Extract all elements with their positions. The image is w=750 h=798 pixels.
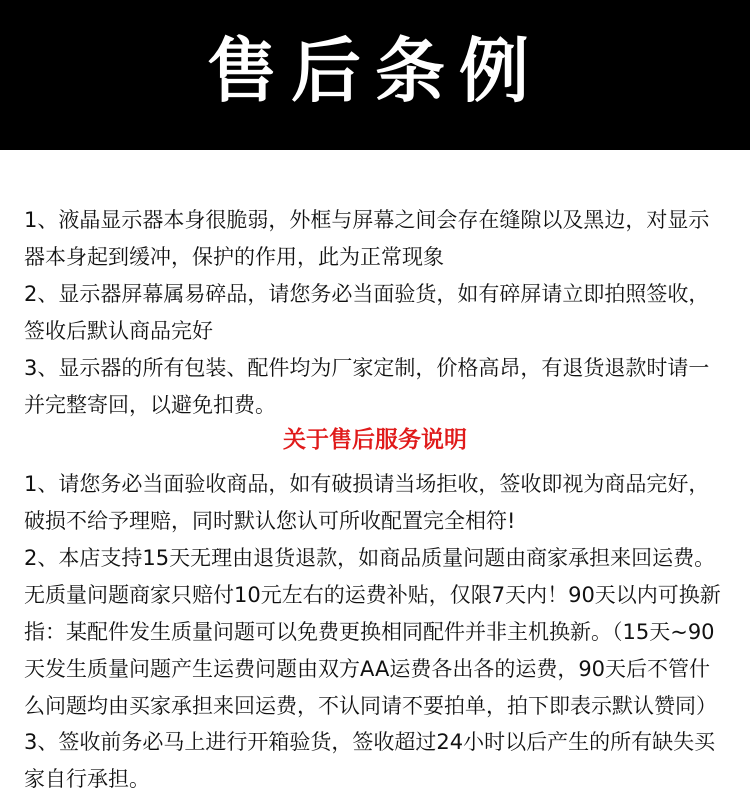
page-header <box>0 0 750 150</box>
service-section-title: 关于售后服务说明 <box>283 427 467 453</box>
service-item-3: 3、签收前务必马上进行开箱验货，签收超过24小时以后产生的所有缺失买家自行承担。 <box>24 730 716 791</box>
service-item-2: 2、本店支持15天无理由退货退款，如商品质量问题由商家承担来回运费。无质量问题商家只赔付10元左右的运费补贴，仅限7天内！90天以内可换新指：某配件发生质量问题可以免费更换相同配件并非主机换新。（15天~90天发生质量问题产生运费问题由双方AA运费各出各的运费，90天后不管什么问题均由买家承担来回运费，不认同请不要拍单，拍下即表示默认赞同） <box>24 546 721 718</box>
service-item-1: 1、请您务必当面验收商品，如有破损请当场拒收，签收即视为商品完好，破损不给予理赔，同时默认您认可所收配置完全相符! <box>24 472 710 533</box>
term-item-1: 1、液晶显示器本身很脆弱，外框与屏幕之间会存在缝隙以及黑边，对显示器本身起到缓冲，保护的作用，此为正常现象 <box>24 208 710 269</box>
terms-content <box>0 150 750 789</box>
term-item-3: 3、显示器的所有包装、配件均为厂家定制，价格高昂，有退货退款时请一并完整寄回，以避免扣费。 <box>24 356 710 417</box>
page-title: 售后条例 <box>207 30 543 112</box>
term-item-2: 2、显示器屏幕属易碎品，请您务必当面验货，如有碎屏请立即拍照签收，签收后默认商品完好 <box>24 282 710 343</box>
